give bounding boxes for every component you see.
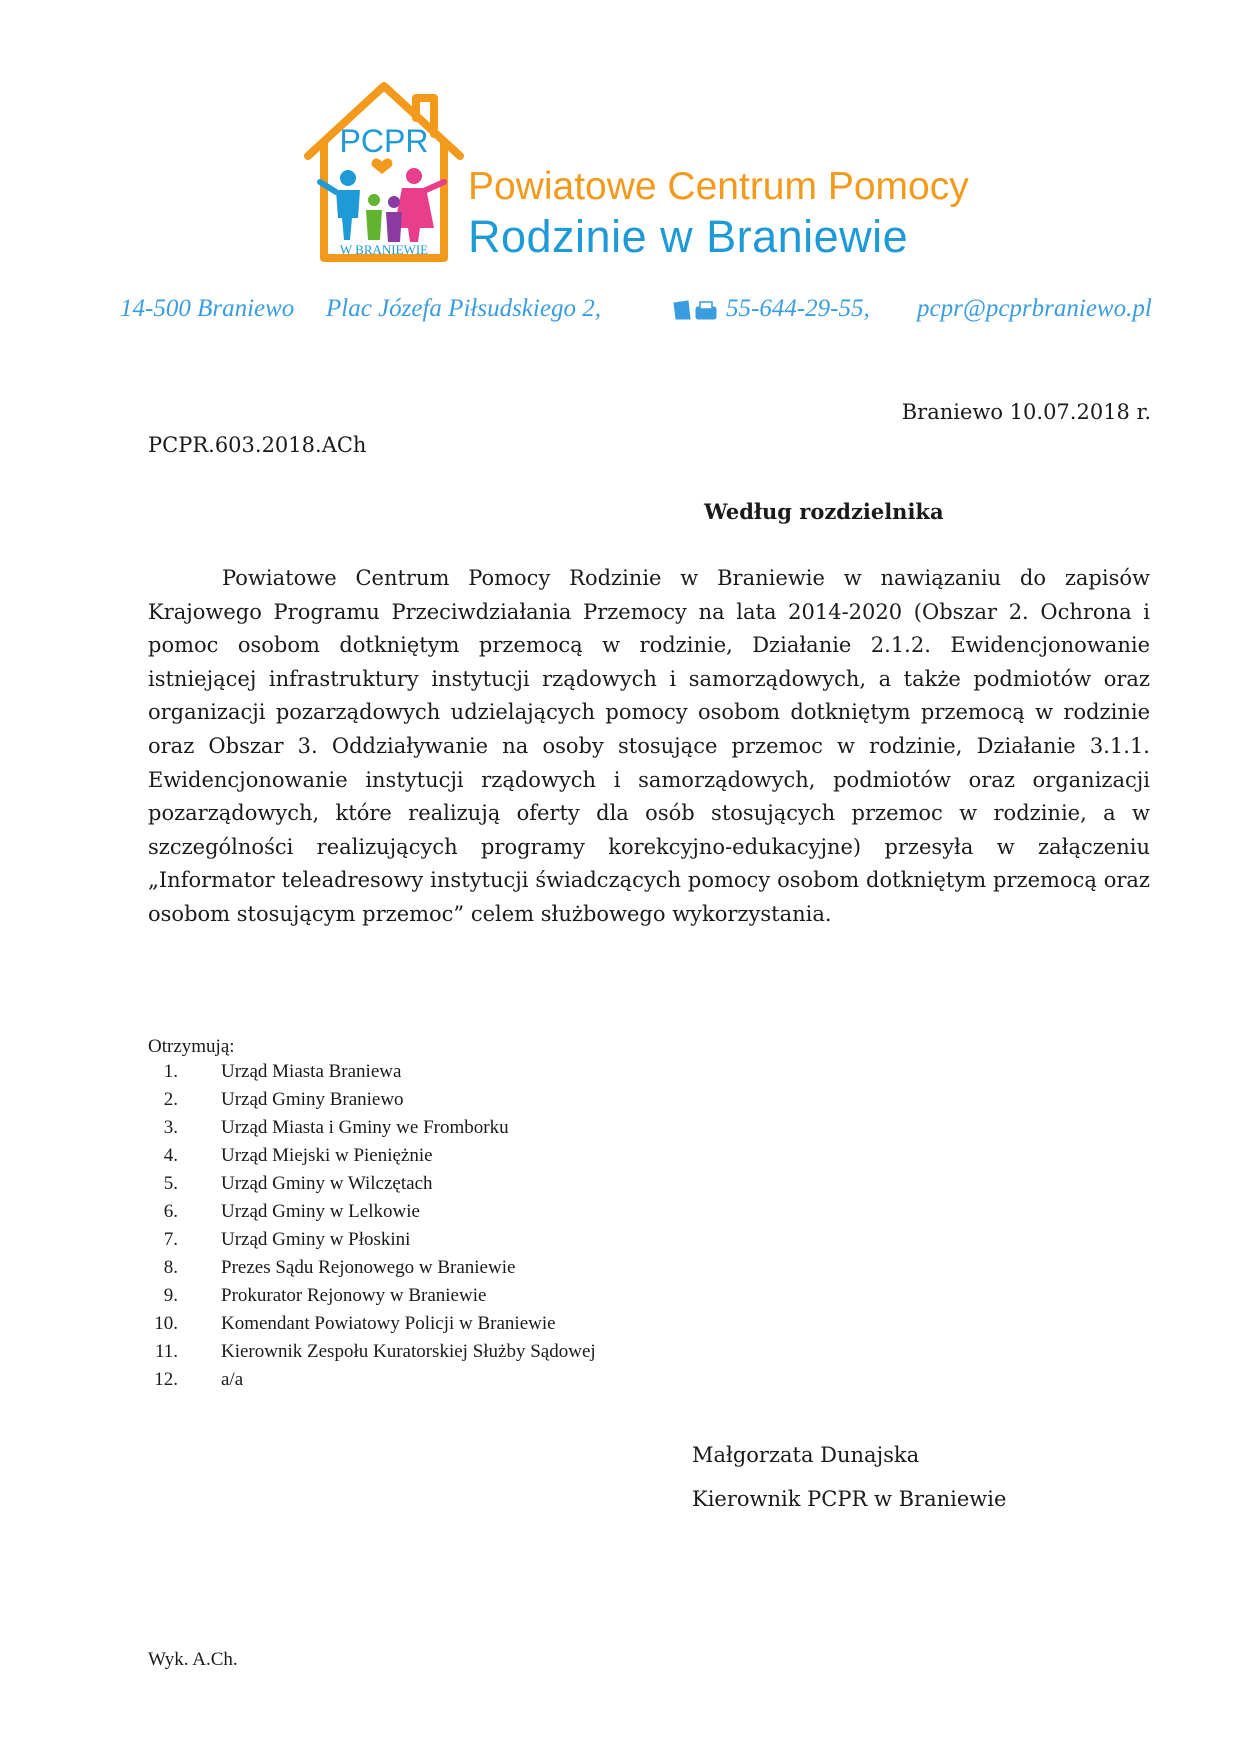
- item-number: 4.: [163, 1145, 178, 1166]
- item-name: a/a: [221, 1369, 244, 1390]
- letter-body: Powiatowe Centrum Pomocy Rodzinie w Braniewie w nawiązaniu do zapisów Krajowego Programu Przeciwdziałania Przemocy na lata 2014-2020 (Obszar 2. Ochrona i pomoc osobom dotkniętym przemocą w rodzinie, Działanie 2.1.2. Ewidencjonowanie istniejącej infrastruktury instytucji rządowych i samorządowych, a także podmiotów oraz organizacji pozarządowych udzielających pomocy osobom dotkniętym przemocą w rodzinie oraz Obszar 3. Oddziaływanie na osoby stosujące przemoc w rodzinie, Działanie 3.1.1. Ewidencjonowanie instytucji rządowych i samorządowych, podmiotów oraz organizacji pozarządowych, które realizują oferty dla osób stosujących przemoc w rodzinie, a w szczególności realizujących programy korekcyjno-edukacyjne) przesyła w załączeniu „Informator teleadresowy instytucji świadczących pomocy osobom dotkniętym przemocą oraz osobom stosującym przemoc” celem służbowego wykorzystania.: [148, 566, 1150, 926]
- item-number: 3.: [163, 1117, 178, 1138]
- address-street: Plac Józefa Piłsudskiego 2,: [326, 295, 601, 322]
- reference-number: PCPR.603.2018.ACh: [148, 433, 367, 457]
- address-city: 14-500 Braniewo: [120, 295, 295, 322]
- item-name: Urząd Miejski w Pieniężnie: [221, 1145, 433, 1166]
- item-name: Urząd Gminy Braniewo: [221, 1089, 404, 1110]
- item-name: Kierownik Zespołu Kuratorskiej Służby Sądowej: [221, 1341, 596, 1362]
- emblem-title: PCPR: [339, 123, 429, 159]
- phone-number: 55-644-29-55,: [726, 295, 870, 322]
- item-number: 9.: [163, 1285, 178, 1306]
- item-name: Urząd Miasta i Gminy we Fromborku: [221, 1117, 509, 1138]
- signatory-name: Małgorzata Dunajska: [692, 1443, 920, 1467]
- place-and-date: Braniewo 10.07.2018 r.: [901, 400, 1151, 424]
- signatory-title: Kierownik PCPR w Braniewie: [692, 1487, 1007, 1511]
- item-number: 8.: [163, 1257, 178, 1278]
- addressee: Według rozdzielnika: [704, 499, 944, 524]
- item-number: 1.: [163, 1061, 178, 1082]
- phone-fax-icon: [672, 299, 718, 321]
- item-name: Prokurator Rejonowy w Braniewie: [221, 1285, 487, 1306]
- item-number: 6.: [163, 1201, 178, 1222]
- item-number: 10.: [154, 1313, 178, 1334]
- pcpr-house-logo-icon: [296, 78, 472, 268]
- item-number: 12.: [154, 1369, 178, 1390]
- org-name-line1: Powiatowe Centrum Pomocy: [468, 165, 969, 208]
- item-number: 11.: [154, 1341, 178, 1362]
- item-name: Urząd Gminy w Wilczętach: [221, 1173, 433, 1194]
- item-number: 7.: [163, 1229, 178, 1250]
- email-address[interactable]: pcpr@pcprbraniewo.pl: [917, 295, 1152, 322]
- item-name: Prezes Sądu Rejonowego w Braniewie: [221, 1257, 516, 1278]
- item-name: Urząd Gminy w Płoskini: [221, 1229, 411, 1250]
- item-number: 5.: [163, 1173, 178, 1194]
- emblem-subtitle: W BRANIEWIE: [339, 242, 429, 257]
- item-name: Komendant Powiatowy Policji w Braniewie: [221, 1313, 556, 1334]
- item-number: 2.: [163, 1089, 178, 1110]
- item-name: Urząd Miasta Braniewa: [221, 1061, 402, 1082]
- prepared-by: Wyk. A.Ch.: [148, 1649, 238, 1670]
- recipients-heading: Otrzymują:: [148, 1036, 235, 1057]
- org-name-line2: Rodzinie w Braniewie: [468, 211, 909, 262]
- item-name: Urząd Gminy w Lelkowie: [221, 1201, 420, 1222]
